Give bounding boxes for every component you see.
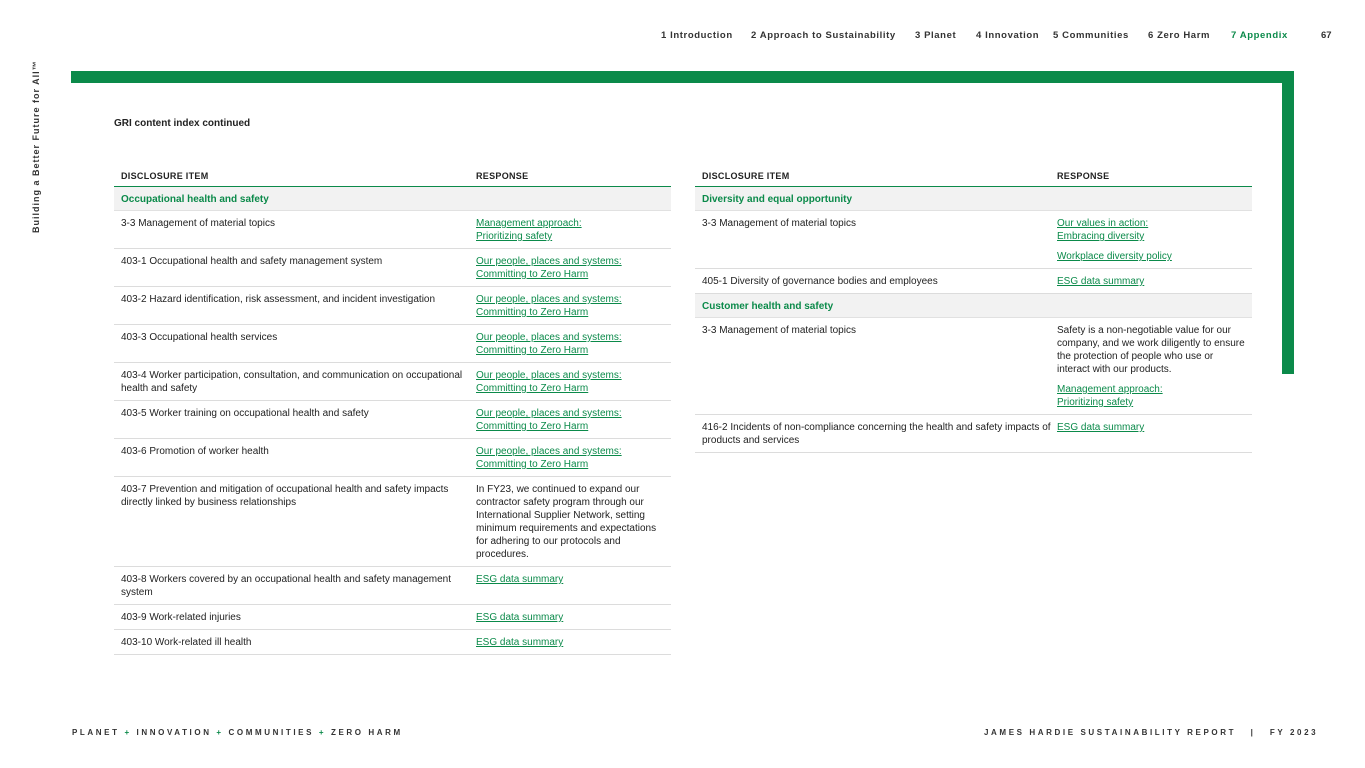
footer-planet: PLANET (72, 728, 120, 737)
table-row (695, 415, 1252, 453)
disclosure-item: 403-4 Worker participation, consultation, and communication on occupational health and safety (121, 370, 463, 394)
table-row (114, 363, 671, 401)
table-row (695, 269, 1252, 294)
link-line[interactable]: Our people, places and systems: (476, 332, 622, 343)
disclosure-item: 403-8 Workers covered by an occupational health and safety management system (121, 574, 452, 598)
plus-separator: + (318, 728, 327, 737)
table-header (114, 167, 671, 187)
response-link[interactable] (476, 369, 664, 395)
table-row (695, 318, 1252, 415)
response-paragraph: In FY23, we continued to expand our contractor safety program through our International Supplier Network, setting minimum requirements and expectations for adhering to our protocols and procedures. (476, 484, 657, 560)
disclosure-item: 403-7 Prevention and mitigation of occupational health and safety impacts directly linked by business relationships (121, 484, 449, 508)
link-line[interactable]: Committing to Zero Harm (476, 421, 589, 432)
disclosure-item: 403-1 Occupational health and safety management system (121, 256, 383, 267)
table-row (114, 211, 671, 249)
link-line[interactable]: Our people, places and systems: (476, 370, 622, 381)
disclosure-item: 3-3 Management of material topics (702, 218, 856, 229)
table-row (114, 249, 671, 287)
disclosure-item: 403-9 Work-related injuries (121, 612, 241, 623)
link-line[interactable]: Our people, places and systems: (476, 446, 622, 457)
nav-approach-to-sustainability[interactable]: 2 Approach to Sustainability (751, 30, 896, 41)
response-link[interactable] (1057, 421, 1245, 447)
esg-data-summary-link[interactable]: ESG data summary (476, 612, 564, 623)
table-row (114, 325, 671, 363)
disclosure-item: 3-3 Management of material topics (702, 325, 856, 336)
link-line[interactable]: Our people, places and systems: (476, 294, 622, 305)
column-header-disclosure: DISCLOSURE ITEM (121, 171, 209, 181)
nav-communities[interactable]: 5 Communities (1053, 30, 1129, 41)
footer-year: FY 2023 (1269, 728, 1319, 737)
disclosure-item: 403-6 Promotion of worker health (121, 446, 269, 457)
link-line[interactable]: Prioritizing safety (1057, 397, 1134, 408)
gri-table-left (114, 167, 671, 655)
response-link[interactable] (1057, 275, 1245, 288)
table-row (114, 287, 671, 325)
plus-separator: + (216, 728, 224, 737)
footer-innovation: INNOVATION (136, 728, 212, 737)
link-line[interactable]: Committing to Zero Harm (476, 269, 589, 280)
response-link[interactable] (476, 217, 664, 243)
nav-appendix[interactable]: 7 Appendix (1231, 30, 1288, 41)
group-heading-diversity: Diversity and equal opportunity (695, 187, 1252, 211)
table-row (695, 211, 1252, 269)
table-row (114, 439, 671, 477)
table-row (114, 605, 671, 630)
plus-separator: + (124, 728, 132, 737)
response-link[interactable] (476, 445, 664, 471)
response-links (1057, 217, 1245, 263)
link-line[interactable]: Prioritizing safety (476, 231, 553, 242)
group-heading-customer-health: Customer health and safety (695, 294, 1252, 318)
footer-pillars (72, 728, 403, 737)
link-line[interactable]: Committing to Zero Harm (476, 383, 589, 394)
nav-introduction[interactable]: 1 Introduction (661, 30, 733, 41)
link-line[interactable]: Management approach: (1057, 384, 1163, 395)
response-paragraph: Safety is a non-negotiable value for our company, and we work diligently to ensure the protection of people who use or interact with our products. (1057, 325, 1245, 375)
disclosure-item: 403-3 Occupational health services (121, 332, 278, 343)
green-frame-right-bar (1282, 71, 1294, 374)
footer-zero-harm: ZERO HARM (330, 728, 403, 737)
response-link[interactable] (476, 293, 664, 319)
link-line[interactable]: Committing to Zero Harm (476, 345, 589, 356)
response-link[interactable] (476, 407, 664, 433)
link-line[interactable]: Our people, places and systems: (476, 256, 622, 267)
column-header-response: RESPONSE (1057, 171, 1110, 181)
response-link[interactable] (476, 255, 664, 281)
column-header-response: RESPONSE (476, 171, 529, 181)
response-mixed (1057, 324, 1245, 409)
green-frame-top-bar (71, 71, 1294, 83)
table-row (114, 630, 671, 655)
response-link[interactable] (476, 573, 664, 599)
esg-data-summary-link[interactable]: ESG data summary (476, 637, 564, 648)
link-line[interactable]: Committing to Zero Harm (476, 459, 589, 470)
footer-report-name: JAMES HARDIE SUSTAINABILITY REPORT (984, 728, 1237, 737)
footer-communities: COMMUNITIES (228, 728, 315, 737)
gri-table-right (695, 167, 1252, 453)
response-link[interactable] (476, 636, 664, 649)
page-number: 67 (1321, 30, 1332, 41)
section-title: GRI content index continued (114, 118, 251, 129)
disclosure-item: 416-2 Incidents of non-compliance concerning the health and safety impacts of products and services (702, 422, 1051, 446)
nav-innovation[interactable]: 4 Innovation (976, 30, 1040, 41)
link-line[interactable]: Management approach: (476, 218, 582, 229)
top-navigation (0, 30, 1365, 44)
footer-separator: | (1250, 728, 1256, 737)
group-heading-occupational-health: Occupational health and safety (114, 187, 671, 211)
esg-data-summary-link[interactable]: ESG data summary (1057, 422, 1145, 433)
link-line[interactable]: Our people, places and systems: (476, 408, 622, 419)
disclosure-item: 3-3 Management of material topics (121, 218, 275, 229)
response-link[interactable] (476, 331, 664, 357)
esg-data-summary-link[interactable]: ESG data summary (476, 574, 564, 585)
table-row (114, 567, 671, 605)
esg-data-summary-link[interactable]: ESG data summary (1057, 276, 1145, 287)
disclosure-item: 403-2 Hazard identification, risk assessment, and incident investigation (121, 294, 436, 305)
side-tagline: Building a Better Future for All™ (31, 60, 41, 233)
response-link[interactable] (476, 611, 664, 624)
table-row (114, 401, 671, 439)
response-text (476, 483, 664, 561)
disclosure-item: 403-10 Work-related ill health (121, 637, 252, 648)
link-line[interactable]: Embracing diversity (1057, 231, 1145, 242)
link-line[interactable]: Committing to Zero Harm (476, 307, 589, 318)
workplace-diversity-policy-link[interactable]: Workplace diversity policy (1057, 251, 1172, 262)
disclosure-item: 403-5 Worker training on occupational health and safety (121, 408, 369, 419)
disclosure-item: 405-1 Diversity of governance bodies and employees (702, 276, 938, 287)
nav-planet[interactable]: 3 Planet (915, 30, 957, 41)
footer-report-title (984, 728, 1318, 737)
column-header-disclosure: DISCLOSURE ITEM (702, 171, 790, 181)
link-line[interactable]: Our values in action: (1057, 218, 1149, 229)
nav-zero-harm[interactable]: 6 Zero Harm (1148, 30, 1211, 41)
table-header (695, 167, 1252, 187)
table-row (114, 477, 671, 567)
